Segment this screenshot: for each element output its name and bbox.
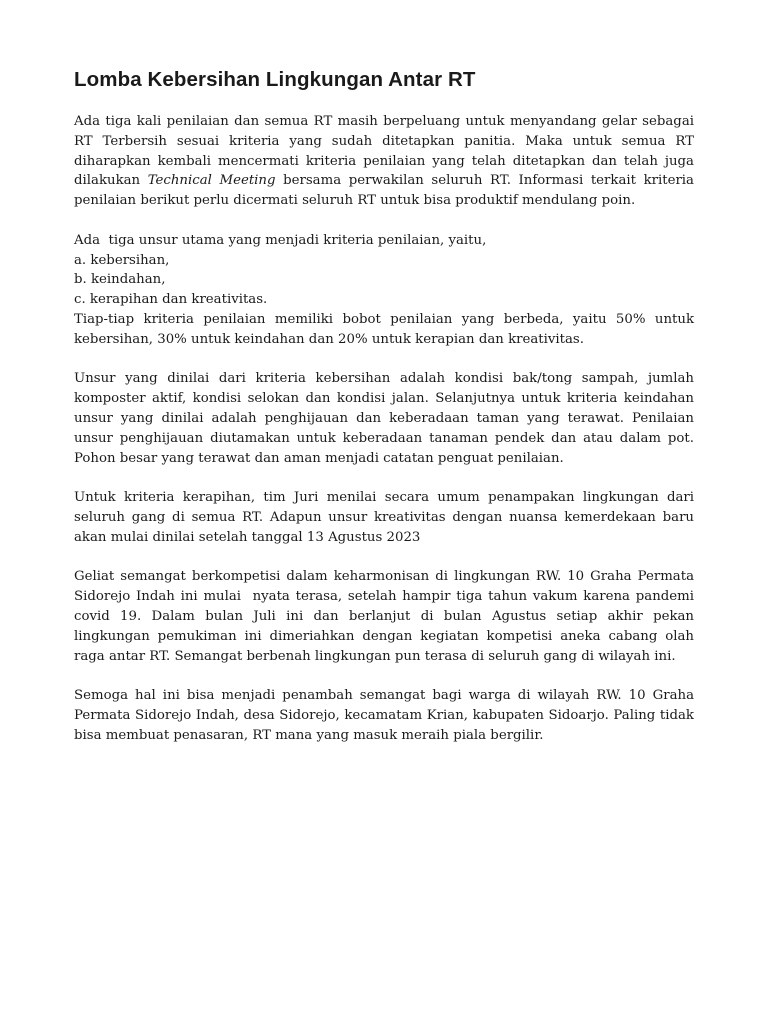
list-intro: Ada tiga unsur utama yang menjadi kriteria penilaian, yaitu,: [74, 232, 487, 248]
spacer: [74, 666, 694, 686]
paragraph-intro-text-1: Ada tiga kali penilaian dan semua RT masih berpeluang untuk menyandang gelar sebagai RT Terbersih sesuai kriteria yang sudah ditetapkan panitia. Maka untuk semua RT diharapkan kembali mencermati kriteria penilaian yang telah ditetapkan dan telah juga dilakukan: [74, 114, 694, 189]
paragraph-cleanliness: Unsur yang dinilai dari kriteria kebersihan adalah kondisi bak/tong sampah, jumlah komposter aktif, kondisi selokan dan kondisi jalan. Selanjutnya untuk kriteria keindahan unsur yang dinilai adalah penghijauan dan keberadaan taman yang terawat. Penilaian unsur penghijauan diutamakan untuk keberadaan tanaman pendek dan atau dalam pot. Pohon besar yang terawat dan aman menjadi catatan penguat penilaian.: [74, 371, 694, 466]
paragraph-intro-text-2: bersama perwakilan seluruh RT. Informasi terkait kriteria penilaian berikut perlu dicermati seluruh RT untuk bisa produktif mendulang poin.: [74, 173, 694, 209]
paragraph-competition: Geliat semangat berkompetisi dalam keharmonisan di lingkungan RW. 10 Graha Permata Sidorejo Indah ini mulai nyata terasa, setelah hampir tiga tahun vakum karena pandemi covid 19. Dalam bulan Juli ini dan berlanjut di bulan Agustus setiap akhir pekan lingkungan pemukiman ini dimeriahkan dengan kegiatan kompetisi aneka cabang olah raga antar RT. Semangat berbenah lingkungan pun terasa di seluruh gang di wilayah ini.: [74, 569, 699, 664]
paragraph-weights: Tiap-tiap kriteria penilaian memiliki bobot penilaian yang berbeda, yaitu 50% untuk kebersihan, 30% untuk keindahan dan 20% untuk kerapian dan kreativitas.: [74, 311, 694, 347]
paragraph-closing: Semoga hal ini bisa menjadi penambah semangat bagi warga di wilayah RW. 10 Graha Permata Sidorejo Indah, desa Sidorejo, kecamatam Krian, kabupaten Sidoarjo. Paling tidak bisa membuat penasaran, RT mana yang masuk meraih piala bergilir.: [74, 688, 694, 743]
spacer: [74, 211, 694, 231]
paragraph-intro: [74, 112, 694, 211]
spacer: [74, 468, 694, 488]
document-page: [74, 66, 699, 746]
document-title: Lomba Kebersihan Lingkungan Antar RT: [74, 68, 476, 91]
list-item-a: a. kebersihan,: [74, 252, 170, 268]
spacer: [74, 350, 694, 370]
list-item-b: b. keindahan,: [74, 272, 166, 288]
spacer: [74, 548, 694, 568]
technical-meeting-term: Technical Meeting: [147, 173, 276, 189]
paragraph-tidiness: Untuk kriteria kerapihan, tim Juri menilai secara umum penampakan lingkungan dari seluruh gang di semua RT. Adapun unsur kreativitas dengan nuansa kemerdekaan baru akan mulai dinilai setelah tanggal 13 Agustus 2023: [74, 490, 694, 545]
list-item-c: c. kerapihan dan kreativitas.: [74, 292, 268, 308]
